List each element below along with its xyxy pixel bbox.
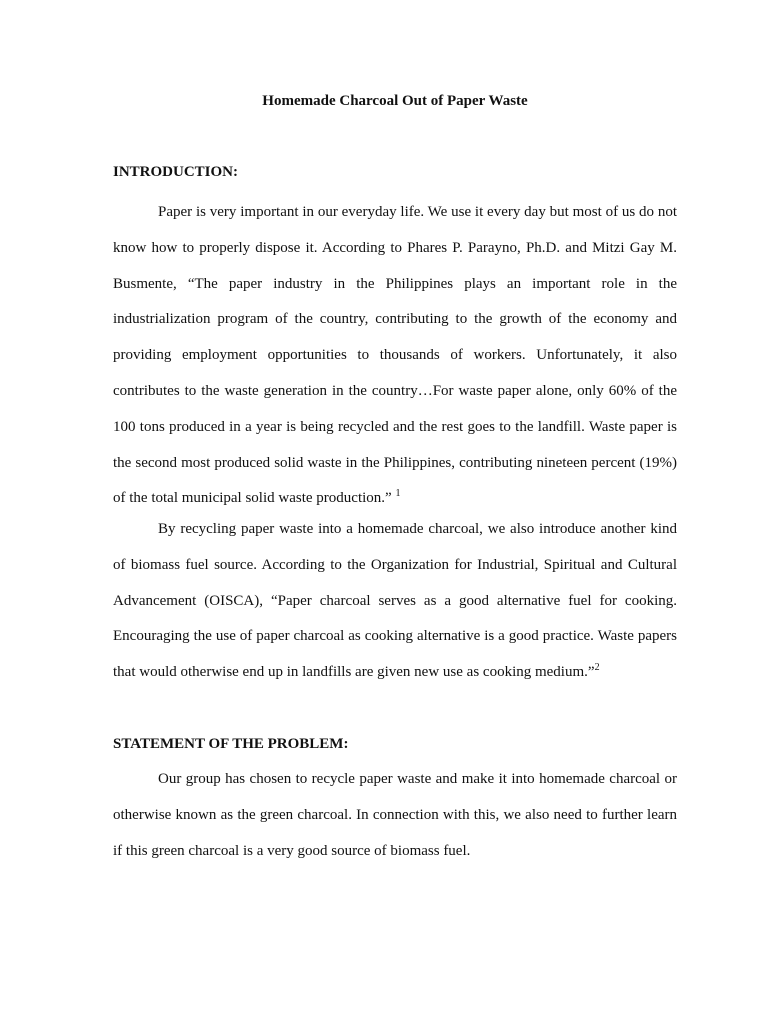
footnote-ref-1: 1 xyxy=(395,488,401,500)
document-title: Homemade Charcoal Out of Paper Waste xyxy=(262,93,528,109)
introduction-paragraph-1 xyxy=(113,195,677,517)
problem-statement-paragraph-text: Our group has chosen to recycle paper waste and make it into homemade charcoal or otherwise known as the green charcoal. In connection with this, we also need to further learn if this green charcoal is a very good source of biomass fuel. xyxy=(113,771,677,859)
footnote-ref-2: 2 xyxy=(594,662,600,674)
problem-statement-paragraph xyxy=(113,762,677,869)
introduction-paragraph-1-text: Paper is very important in our everyday life. We use it every day but most of us do not know how to properly dispose it. According to Phares P. Parayno, Ph.D. and Mitzi Gay M. Busmente, “The paper industry in the Philippines plays an important role in the industrialization program of the country, contributing to the growth of the economy and providing employment opportunities to thousands of workers. Unfortunately, it also contributes to the waste generation in the country…For waste paper alone, only 60% of the 100 tons produced in a year is being recycled and the rest goes to the landfill. Waste paper is the second most produced solid waste in the Philippines, contributing nineteen percent (19%) of the total municipal solid waste production.” xyxy=(113,204,677,507)
introduction-heading: INTRODUCTION: xyxy=(113,164,239,180)
introduction-paragraph-2 xyxy=(113,512,677,691)
problem-statement-heading: STATEMENT OF THE PROBLEM: xyxy=(113,736,349,752)
introduction-paragraph-2-text: By recycling paper waste into a homemade charcoal, we also introduce another kind of biomass fuel source. According to the Organization for Industrial, Spiritual and Cultural Advancement (OISCA), “Paper charcoal serves as a good alternative fuel for cooking. Encouraging the use of paper charcoal as cooking alternative is a good practice. Waste papers that would otherwise end up in landfills are given new use as cooking medium.” xyxy=(113,521,677,681)
